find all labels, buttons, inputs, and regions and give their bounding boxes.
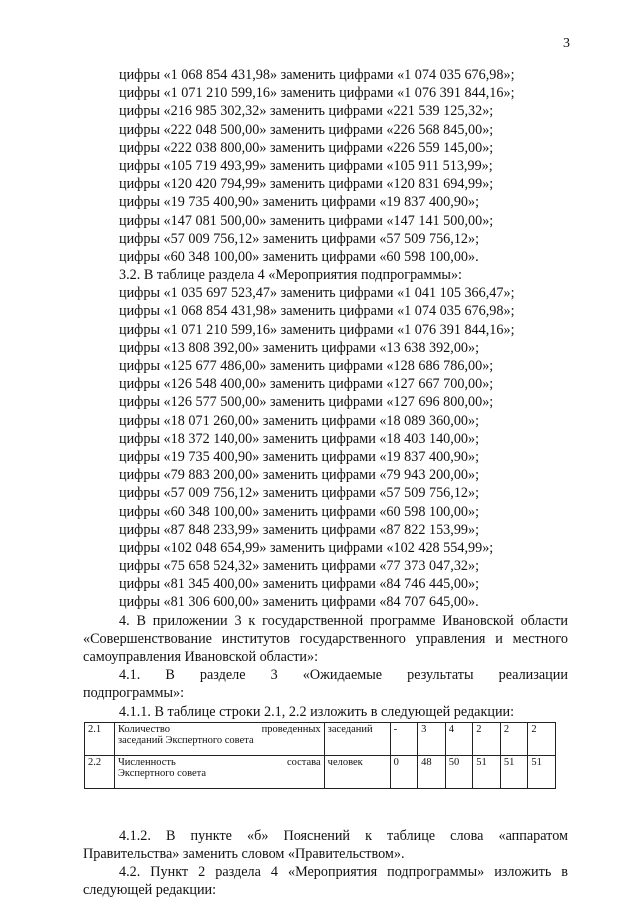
value-cell: 2 (500, 722, 528, 755)
document-body (83, 66, 568, 900)
paragraph-4-1-tail: подпрограммы»: (83, 685, 185, 702)
paragraph-4-1-word: «Ожидаемые (302, 667, 383, 684)
replacement-line: цифры «126 577 500,00» заменить цифрами «127 696 800,00»; (119, 394, 494, 411)
replacement-line: цифры «87 848 233,99» заменить цифрами «87 822 153,99»; (119, 521, 480, 538)
replacement-line: цифры «13 808 392,00» заменить цифрами «13 638 392,00»; (119, 339, 480, 356)
page-number: 3 (563, 36, 570, 51)
replacement-line: цифры «81 345 400,00» заменить цифрами «84 746 445,00»; (119, 576, 480, 593)
row-number: 2.1 (85, 722, 115, 755)
replacement-line: цифры «216 985 302,32» заменить цифрами «221 539 125,32»; (119, 103, 494, 120)
value-cell: 3 (418, 722, 446, 755)
paragraph-4-1-word: разделе (199, 667, 246, 684)
replacement-line: цифры «126 548 400,00» заменить цифрами «127 667 700,00»; (119, 376, 494, 393)
indicator-name-word: проведенных (261, 723, 321, 735)
value-cell: 50 (445, 755, 473, 788)
indicator-name-word: состава (286, 756, 321, 768)
replacement-line: цифры «120 420 794,99» заменить цифрами «120 831 694,99»; (119, 176, 494, 193)
replacement-line: цифры «18 372 140,00» заменить цифрами «18 403 140,00»; (119, 430, 480, 447)
paragraph-4-1-word: В (165, 667, 175, 684)
value-cell: 2 (528, 722, 556, 755)
paragraph-4-2: 4.2. Пункт 2 раздела 4 «Мероприятия подпрограммы» изложить в следующей редакции: (83, 864, 568, 899)
replacement-line: цифры «222 038 800,00» заменить цифрами «226 559 145,00»; (119, 139, 494, 156)
indicator-name-line2: заседаний Экспертного совета (117, 734, 254, 746)
replacement-line: цифры «1 071 210 599,16» заменить цифрами «1 076 391 844,16»; (119, 85, 515, 102)
paragraph-4-1-word: 4.1. (119, 667, 141, 684)
heading-3-2: 3.2. В таблице раздела 4 «Мероприятия подпрограммы»: (119, 267, 462, 284)
value-cell: 51 (528, 755, 556, 788)
paragraph-4-1-2: 4.1.2. В пункте «б» Пояснений к таблице слова «аппаратом Правительства» заменить словом «Правительством». (83, 827, 568, 862)
value-cell: 48 (418, 755, 446, 788)
replacement-line: цифры «19 735 400,90» заменить цифрами «19 837 400,90»; (119, 448, 480, 465)
value-cell: 4 (445, 722, 473, 755)
replacement-line: цифры «125 677 486,00» заменить цифрами «128 686 786,00»; (119, 358, 494, 374)
unit-cell: заседаний (324, 722, 390, 755)
table-row (85, 755, 556, 788)
replacement-line: цифры «75 658 524,32» заменить цифрами «77 373 047,32»; (119, 558, 480, 575)
replacement-line: цифры «102 048 654,99» заменить цифрами «102 428 554,99»; (119, 539, 494, 556)
replacement-line: цифры «1 068 854 431,98» заменить цифрами «1 074 035 676,98»; (119, 67, 515, 83)
replacement-line: цифры «19 735 400,90» заменить цифрами «19 837 400,90»; (119, 194, 480, 211)
replacement-line: цифры «79 883 200,00» заменить цифрами «79 943 200,00»; (119, 467, 480, 484)
replacement-line: цифры «81 306 600,00» заменить цифрами «84 707 645,00». (119, 594, 479, 611)
indicator-name-word: Количество (117, 723, 170, 735)
replacement-line: цифры «57 009 756,12» заменить цифрами «57 509 756,12»; (119, 230, 480, 247)
replacement-line: цифры «18 071 260,00» заменить цифрами «18 089 360,00»; (119, 412, 480, 429)
replacement-line: цифры «1 035 697 523,47» заменить цифрами «1 041 105 366,47»; (119, 285, 515, 302)
paragraph-4: 4. В приложении 3 к государственной программе Ивановской области «Совершенствование институтов государственного управления и местного самоуправления Ивановской области»: (83, 612, 568, 666)
replacement-line: цифры «1 071 210 599,16» заменить цифрами «1 076 391 844,16»; (119, 321, 515, 338)
paragraph-4-1-1: 4.1.1. В таблице строки 2.1, 2.2 изложить в следующей редакции: (119, 703, 515, 720)
indicator-name-word: Численность (117, 756, 176, 768)
replacement-list-a (83, 66, 568, 266)
replacement-line: цифры «105 719 493,99» заменить цифрами «105 911 513,99»; (119, 157, 493, 174)
indicator-name (114, 722, 324, 755)
replacement-line: цифры «60 348 100,00» заменить цифрами «60 598 100,00». (119, 248, 479, 265)
replacement-line: цифры «222 048 500,00» заменить цифрами «226 568 845,00»; (119, 121, 494, 138)
indicators-table (84, 722, 556, 789)
replacement-line: цифры «147 081 500,00» заменить цифрами «147 141 500,00»; (119, 212, 494, 229)
paragraph-4-1 (83, 666, 568, 684)
indicator-name (114, 755, 324, 788)
replacement-line: цифры «1 068 854 431,98» заменить цифрами «1 074 035 676,98»; (119, 303, 515, 320)
table-row (85, 722, 556, 755)
value-cell: 51 (500, 755, 528, 788)
paragraph-4-1-word: реализации (498, 667, 568, 684)
row-number: 2.2 (85, 755, 115, 788)
unit-cell: человек (324, 755, 390, 788)
replacement-line: цифры «60 348 100,00» заменить цифрами «60 598 100,00»; (119, 503, 480, 520)
paragraph-4-1-word: результаты (407, 667, 474, 684)
value-cell: 2 (473, 722, 501, 755)
indicator-name-line2: Экспертного совета (117, 767, 206, 779)
value-cell: 51 (473, 755, 501, 788)
value-cell: - (390, 722, 418, 755)
value-cell: 0 (390, 755, 418, 788)
replacement-list-b (83, 284, 568, 611)
replacement-line: цифры «57 009 756,12» заменить цифрами «57 509 756,12»; (119, 485, 480, 502)
paragraph-4-1-word: 3 (270, 667, 278, 684)
